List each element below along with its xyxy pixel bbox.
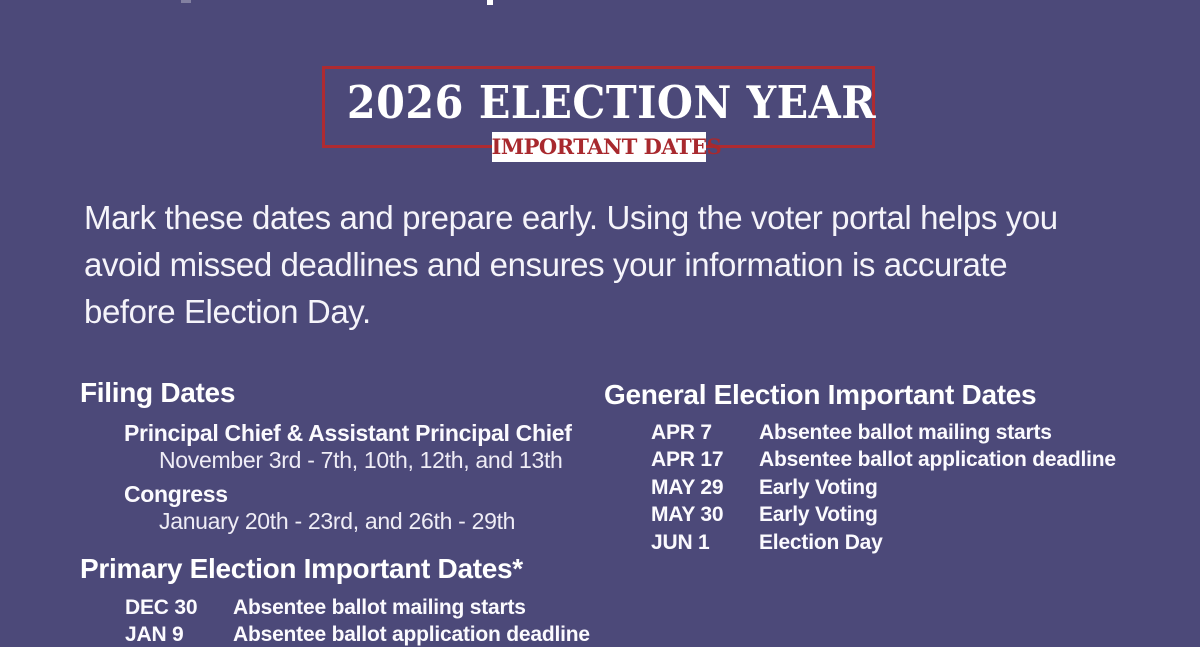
subtitle-badge: [491, 132, 722, 162]
general-date-row: [651, 529, 1116, 556]
filing-dates-heading: Filing Dates: [80, 377, 236, 408]
primary-date-row-clipped: [125, 622, 590, 647]
row-date: JAN 9: [125, 623, 184, 646]
page-title: 2026 ELECTION YEAR: [346, 76, 877, 129]
row-label: Early Voting: [759, 475, 878, 499]
row-label: Early Voting: [759, 503, 878, 527]
filing-group-title: Congress: [124, 481, 228, 507]
general-date-row: [651, 474, 1116, 501]
row-label: Absentee ballot mailing starts: [233, 596, 526, 619]
subtitle-text: IMPORTANT DATES: [491, 134, 722, 159]
row-date: MAY 29: [651, 475, 724, 499]
primary-date-row: [125, 595, 526, 620]
row-date: APR 17: [651, 448, 724, 472]
filing-group-title: Principal Chief & Assistant Principal Chief: [124, 420, 572, 446]
intro-paragraph: [84, 194, 1164, 335]
row-date: JUN 1: [651, 530, 710, 554]
general-election-rows: [651, 419, 1116, 556]
filing-group-dates: November 3rd - 7th, 10th, 12th, and 13th: [159, 447, 563, 473]
intro-line: Mark these dates and prepare early. Using the voter portal helps you: [84, 199, 1058, 236]
row-date: DEC 30: [125, 596, 198, 619]
row-label: Election Day: [759, 530, 883, 554]
row-label: Absentee ballot mailing starts: [759, 421, 1052, 444]
row-label: Absentee ballot application deadline: [233, 623, 590, 646]
clipped-text-fragment: [181, 0, 191, 3]
intro-line: avoid missed deadlines and ensures your information is accurate: [84, 246, 1008, 283]
general-election-heading: General Election Important Dates: [604, 379, 1037, 410]
primary-election-heading: Primary Election Important Dates*: [80, 553, 523, 584]
clipped-text-fragment: [487, 0, 493, 5]
general-date-row: [651, 501, 1116, 528]
row-label: Absentee ballot application deadline: [759, 448, 1116, 472]
intro-line: before Election Day.: [84, 293, 371, 330]
row-date: APR 7: [651, 421, 712, 444]
filing-group-dates: January 20th - 23rd, and 26th - 29th: [159, 508, 516, 534]
general-date-row: [651, 446, 1116, 473]
row-date: MAY 30: [651, 503, 724, 527]
general-date-row: [651, 419, 1116, 446]
title-box: [322, 66, 877, 159]
